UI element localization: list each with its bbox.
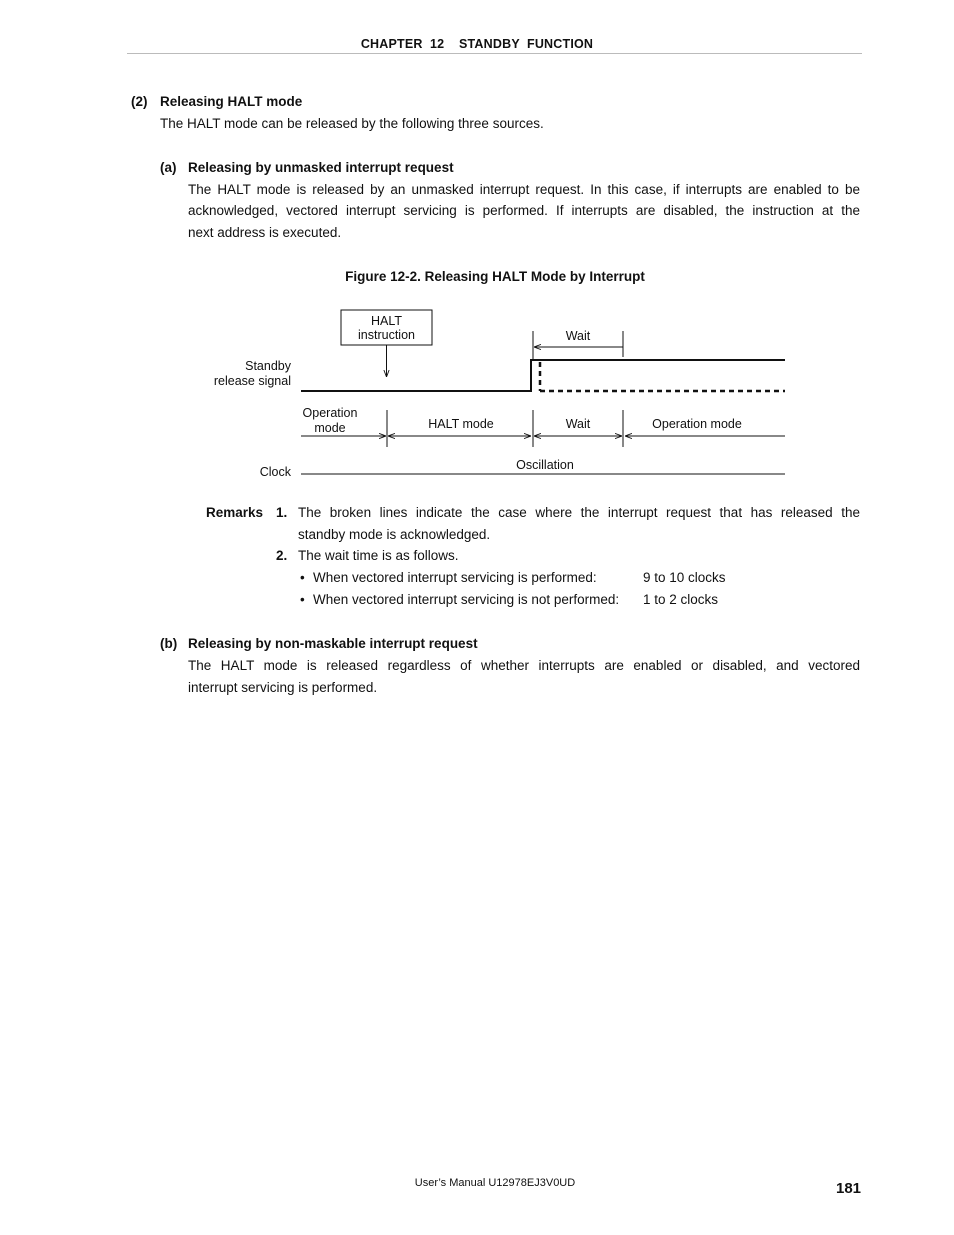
timing-diagram <box>200 300 800 490</box>
section-intro: The HALT mode can be released by the following three sources. <box>160 116 544 131</box>
remarks-heading: Remarks <box>206 505 264 520</box>
bullet-1-value: 9 to 10 clocks <box>643 570 726 585</box>
subsection-a-line-3: next address is executed. <box>188 225 342 240</box>
subsection-a-title: Releasing by unmasked interrupt request <box>188 160 454 175</box>
footer-manual-id: User’s Manual U12978EJ3V0UD <box>414 1177 576 1189</box>
subsection-b-line-2: interrupt servicing is performed. <box>188 680 378 695</box>
section-number: (2) <box>131 94 148 109</box>
subsection-b-title: Releasing by non-maskable interrupt request <box>188 636 478 651</box>
standby-label-2: release signal <box>213 374 291 388</box>
standby-signal-solid <box>301 360 785 391</box>
operation-mode-label: Operation mode <box>652 417 742 431</box>
remark-2-text: The wait time is as follows. <box>298 548 459 563</box>
figure-caption: Figure 12-2. Releasing HALT Mode by Interrupt <box>345 269 645 284</box>
remark-1-number: 1. <box>276 505 288 520</box>
subsection-a-line-1: The HALT mode is released by an unmasked interrupt request. In this case, if interrupts are enabled to be <box>188 182 860 197</box>
section-title: Releasing HALT mode <box>160 94 303 109</box>
page-number: 181 <box>836 1180 862 1197</box>
clock-label: Clock <box>259 465 291 479</box>
subsection-a-label: (a) <box>160 160 177 175</box>
halt-box-line-1: HALT <box>370 314 403 328</box>
wait-top-label: Wait <box>565 329 591 343</box>
operation-label-2: mode <box>314 421 346 435</box>
bullet-2-value: 1 to 2 clocks <box>643 592 719 607</box>
subsection-b-label: (b) <box>160 636 178 651</box>
wait-mid-label: Wait <box>565 417 591 431</box>
header-rule <box>127 53 862 54</box>
oscillation-label: Oscillation <box>516 458 574 472</box>
bullet-2-dot: • <box>300 592 305 607</box>
running-header: CHAPTER 12 STANDBY FUNCTION <box>360 37 594 51</box>
remark-2-number: 2. <box>276 548 288 563</box>
bullet-2-text: When vectored interrupt servicing is not performed: <box>313 592 620 607</box>
standby-label-1: Standby <box>245 359 291 373</box>
remark-1-line-2: standby mode is acknowledged. <box>298 527 491 542</box>
operation-label-1: Operation <box>302 406 358 420</box>
bullet-1-dot: • <box>300 570 305 585</box>
subsection-a-line-2: acknowledged, vectored interrupt servicing is performed. If interrupts are disabled, the instruction at the <box>188 203 860 218</box>
remark-1-line-1: The broken lines indicate the case where the interrupt request that has released the <box>298 505 860 520</box>
halt-box-line-2: instruction <box>358 328 415 342</box>
halt-mode-label: HALT mode <box>428 417 494 431</box>
bullet-1-text: When vectored interrupt servicing is performed: <box>313 570 597 585</box>
subsection-b-line-1: The HALT mode is released regardless of whether interrupts are enabled or disabled, and vectored <box>188 658 860 673</box>
